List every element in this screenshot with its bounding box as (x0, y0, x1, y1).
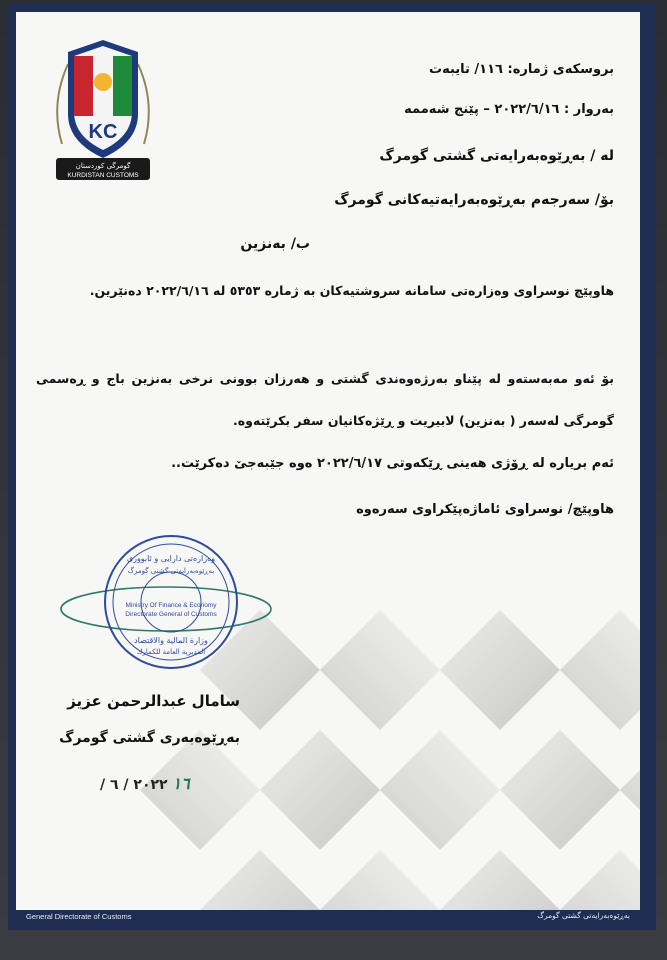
official-stamp (56, 527, 276, 677)
signature-day-handwritten: ١٦ (172, 774, 190, 793)
signatory-title: بەڕێوەبەری گشتی گومرگ (59, 730, 240, 746)
logo-english-text: KURDISTAN CUSTOMS (67, 172, 139, 179)
stamp-arabic-sub: بەڕێوەبەرایەتی گشتی گومرگ (127, 567, 215, 575)
footer-bar (16, 910, 640, 926)
body-paragraph-3: ئەم بریارە لە ڕۆژی هەینی ڕێکەوتی ٢٠٢٢/٦/١٧ ەوە جێبەجێ دەکرێت.. (171, 456, 614, 471)
svg-text:KC: KC (88, 121, 118, 143)
stamp-english-1: Ministry Of Finance & Economy (125, 602, 217, 609)
signatory-name: سامال عبدالرحمن عزیز (67, 692, 240, 710)
stamp-arabic-bottom-2: المديرية العامة للكمارك (136, 648, 206, 656)
footer-left-text: General Directorate of Customs (26, 912, 132, 921)
kurdistan-customs-logo (48, 34, 158, 184)
stamp-ellipse-line (61, 587, 271, 631)
letter-to: بۆ/ سەرجەم بەڕێوەبەرایەتیەکانی گومرگ (334, 192, 614, 208)
footer-right-text: بەڕێوەبەرایەتی گشتی گومرگ (537, 911, 630, 920)
attachment-note: هاوپێچ/ نوسراوی ئاماژەپێکراوی سەرەوە (356, 502, 614, 517)
body-paragraph-1: هاوپێچ نوسراوی وەزارەتی سامانە سروشتیەکان بە ژمارە ٥٣٥٣ لە ٢٠٢٢/٦/١٦ دەنێرین. (89, 283, 614, 298)
document-page (16, 12, 640, 910)
letter-from: لە / بەڕێوەبەرایەتی گشتی گومرگ (379, 148, 614, 164)
signature-date (100, 774, 190, 793)
signature-date-printed: ٢٠٢٢ / ٦ / (100, 777, 168, 793)
sun-icon (94, 73, 112, 91)
stamp-arabic-top: وەزارەتی دارایی و ئابووری (126, 554, 216, 563)
logo-arabic-text: گومرگی کوردستان (75, 162, 131, 170)
stamp-arabic-bottom: وزارة المالية والاقتصاد (134, 636, 208, 645)
letter-subject: ب/ بەنزین (240, 236, 310, 252)
letter-date: بەروار : ٢٠٢٢/٦/١٦ – پێنج شەممە (404, 102, 614, 117)
stamp-english-2: Directorate General of Customs (125, 611, 217, 618)
letter-number: بروسکەی ژمارە: ١١٦/ تایبەت (429, 62, 614, 77)
body-paragraph-2: بۆ ئەو مەبەستەو لە پێناو بەرژەوەندی گشتی و هەرزان بوونی نرخی بەنزین باج و ڕەسمی گومرگی لەسەر ( بەنزین) لابیریت و ڕێژەکانیان سفر بکرێتەوە. (36, 371, 614, 428)
letterhead-frame (8, 4, 656, 930)
